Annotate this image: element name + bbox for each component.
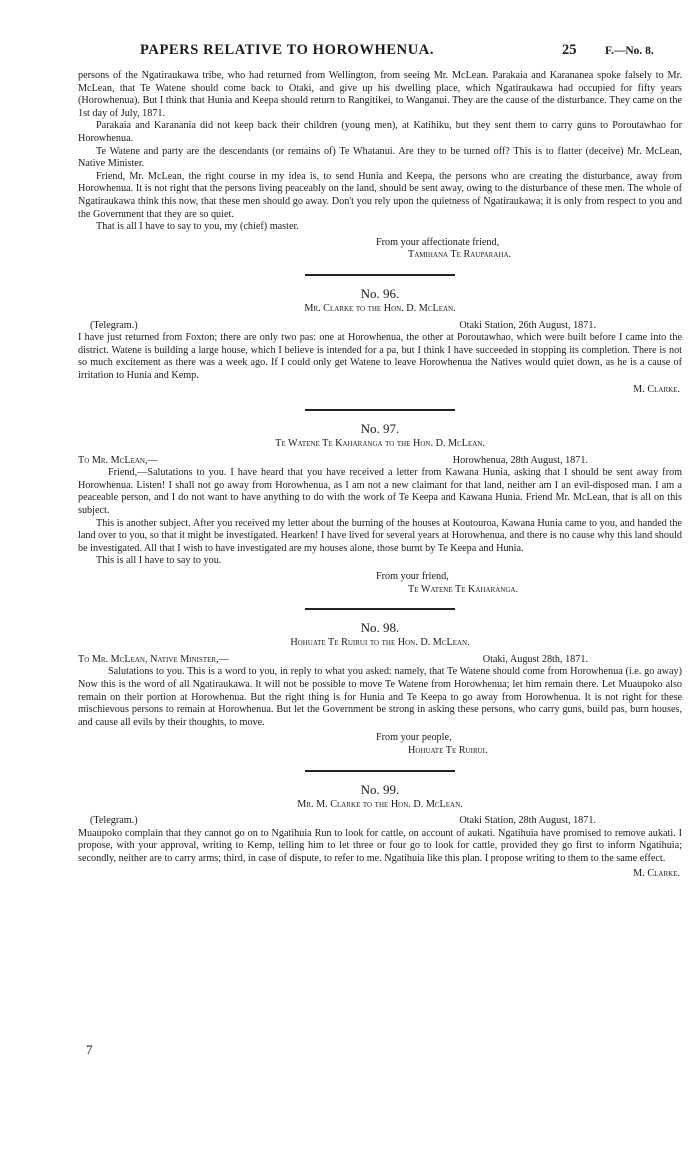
dateline (78, 815, 682, 828)
document-no-97 (78, 421, 682, 596)
date-place: Otaki, August 28th, 1871. (482, 653, 588, 665)
document-heading: Mr. M. Clarke to the Hon. D. McLean. (297, 798, 463, 810)
signature-name: Hohuate Te Ruirui. (408, 744, 488, 756)
telegram-label: (Telegram.) (90, 319, 138, 331)
document-no-96 (78, 286, 682, 397)
paragraph: I have just returned from Foxton; there are only two pas: one at Horowhenua, the other at Poroutawhao, which were built before I came into the district. Watene is building a large house, which I believe is intended for a pa, but I think I have succeeded in stopping its completion. There is not so much excitement as there was a week ago. If I could only get Watene to leave Horowhenua the Natives would quiet down, as he is a cause of irritation to Hunia and Kemp. (78, 332, 682, 381)
section-divider (305, 409, 455, 411)
paragraph: This is another subject. After you received my letter about the burning of the houses at Koutouroa, Kawana Hunia came to you, and handed the land over to you, so that it might be investigated. Hearken! I have lived for several years at Horowhenua, and there is no cause why this land should be investigated. All that I wish to have investigated are my houses alone, those burnt by Te Keepa and Hunia. (78, 517, 682, 554)
document-heading: Mr. Clarke to the Hon. D. McLean. (304, 302, 456, 314)
signature-intro: From your people, (376, 732, 452, 744)
document-number: No. 97. (360, 421, 400, 437)
signature-mark: 7 (86, 1042, 93, 1057)
paragraph: Friend, Mr. McLean, the right course in my idea is, to send Hunia and Keepa, the persons who are creating the disturbance, away from Horowhenua. It is not right that the persons living peaceably on the land, should be sent away, owing to the disturbance of these men. The whole of Ngatiraukawa think this now, that these men should go away. Don't you rely upon the quietness of Ngatiraukawa; it is only from respect to you and the Government that they are so quiet. (78, 170, 682, 220)
paragraph: persons of the Ngatiraukawa tribe, who had returned from Wellington, from seeing Mr. McLean. Parakaia and Karananea spoke falsely to Mr. McLean, that Te Watene should come back to Otaki, and give up his dwelling place, which Ngatiraukawa had occupied for fifty years (Horowhenua). But I think that Hunia and Keepa should return to Rangitikei, to Wanganui. They are the cause of the disturbance. They came on the 1st day of July, 1871. (78, 70, 682, 119)
paragraph: Muaupoko complain that they cannot go on to Ngatihuia Run to look for cattle, on account of aukati. Ngatihuia have promised to remove aukati. I propose, with your approval, writing to Kemp, telling him to let three or four go to look for cattle, provided they go first to inform Ngatihuia; secondly, neither are to carry arms; third, in case of dispute, to refer to me. Ngatihuia like this plan. I propose writing to them to the same effect. (78, 827, 682, 864)
document-number: No. 96. (360, 285, 400, 301)
signature-intro: From your affectionate friend, (376, 236, 500, 248)
signature-name: Tamihana Te Rauparaha. (408, 249, 512, 261)
paragraph: This is all I have to say to you. (96, 555, 222, 567)
running-title: PAPERS RELATIVE TO HOROWHENUA. (140, 42, 435, 58)
paragraph: That is all I have to say to you, my (chief) master. (96, 221, 299, 233)
document-heading: Hohuate Te Ruirui to the Hon. D. McLean. (290, 637, 470, 649)
section-divider (305, 770, 455, 772)
addressee: To Mr. McLean,— (78, 454, 158, 466)
paper-reference: F.—No. 8. (605, 45, 654, 57)
telegram-label: (Telegram.) (90, 815, 138, 827)
section-divider (305, 608, 455, 610)
dateline (78, 654, 682, 667)
signature-name: M. Clarke. (633, 384, 680, 396)
document-heading: Te Watene Te Kaharanga to the Hon. D. McLean. (275, 438, 485, 450)
document-no-99 (78, 782, 682, 881)
dateline (78, 455, 682, 468)
dateline (78, 320, 682, 333)
date-place: Horowhenua, 28th August, 1871. (452, 454, 588, 466)
continued-letter (78, 70, 682, 262)
paragraph: Parakaia and Karanania did not keep back their children (young men), at Katihiku, but they sent them to carry guns to Poroutawhao for Horowhenua. (78, 120, 682, 144)
paragraph: Salutations to you. This is a word to you, in reply to what you asked: namely, that Te Watene should come from Horowhenua (i.e. go away) Now this is the word of all Ngatiraukawa. It will not be possible to move Te Watene from Horowhenua; let him remain there. Let Muaupoko also remain on their portion at Horowhenua. But the right thing is for Hunia and Te Keepa to go away from Horowhenua. It is not right for these mischievous persons to remain at Horowhenua. But let the Government be strong in asking these persons, who carry guns, build pas, burn houses, and cause all evils by their thoughts, to move. (78, 666, 682, 728)
document-number: No. 98. (360, 620, 400, 636)
document-no-98 (78, 620, 682, 757)
signature-intro: From your friend, (376, 571, 449, 582)
paragraph: Te Watene and party are the descendants (or remains of) Te Whatanui. Are they to be turned off? This is to flatter (deceive) Mr. McLean, Native Minister. (78, 145, 682, 170)
addressee: To Mr. McLean, Native Minister,— (78, 653, 229, 665)
signature-name: M. Clarke. (633, 867, 680, 879)
page-number: 25 (562, 42, 577, 58)
page-content (78, 70, 682, 880)
signature-name: Te Watene Te Kaharanga. (408, 583, 519, 595)
document-number: No. 99. (360, 781, 400, 797)
section-divider (305, 274, 455, 276)
page-header (78, 44, 682, 64)
date-place: Otaki Station, 28th August, 1871. (459, 815, 596, 827)
date-place: Otaki Station, 26th August, 1871. (459, 319, 596, 331)
paragraph: Friend,—Salutations to you. I have heard that you have received a letter from Kawana Hunia, asking that I should be sent away from Horowhenua. Listen! I shall not go away from Horowhenua, as I am not a new claimant for that land, neither am I an evil-disposed man. I am a peaceable person, and I do not want to have anything to do with the work of Te Keepa and Kawana Hunia. Friend Mr. McLean, that is all on this subject. (78, 467, 682, 517)
